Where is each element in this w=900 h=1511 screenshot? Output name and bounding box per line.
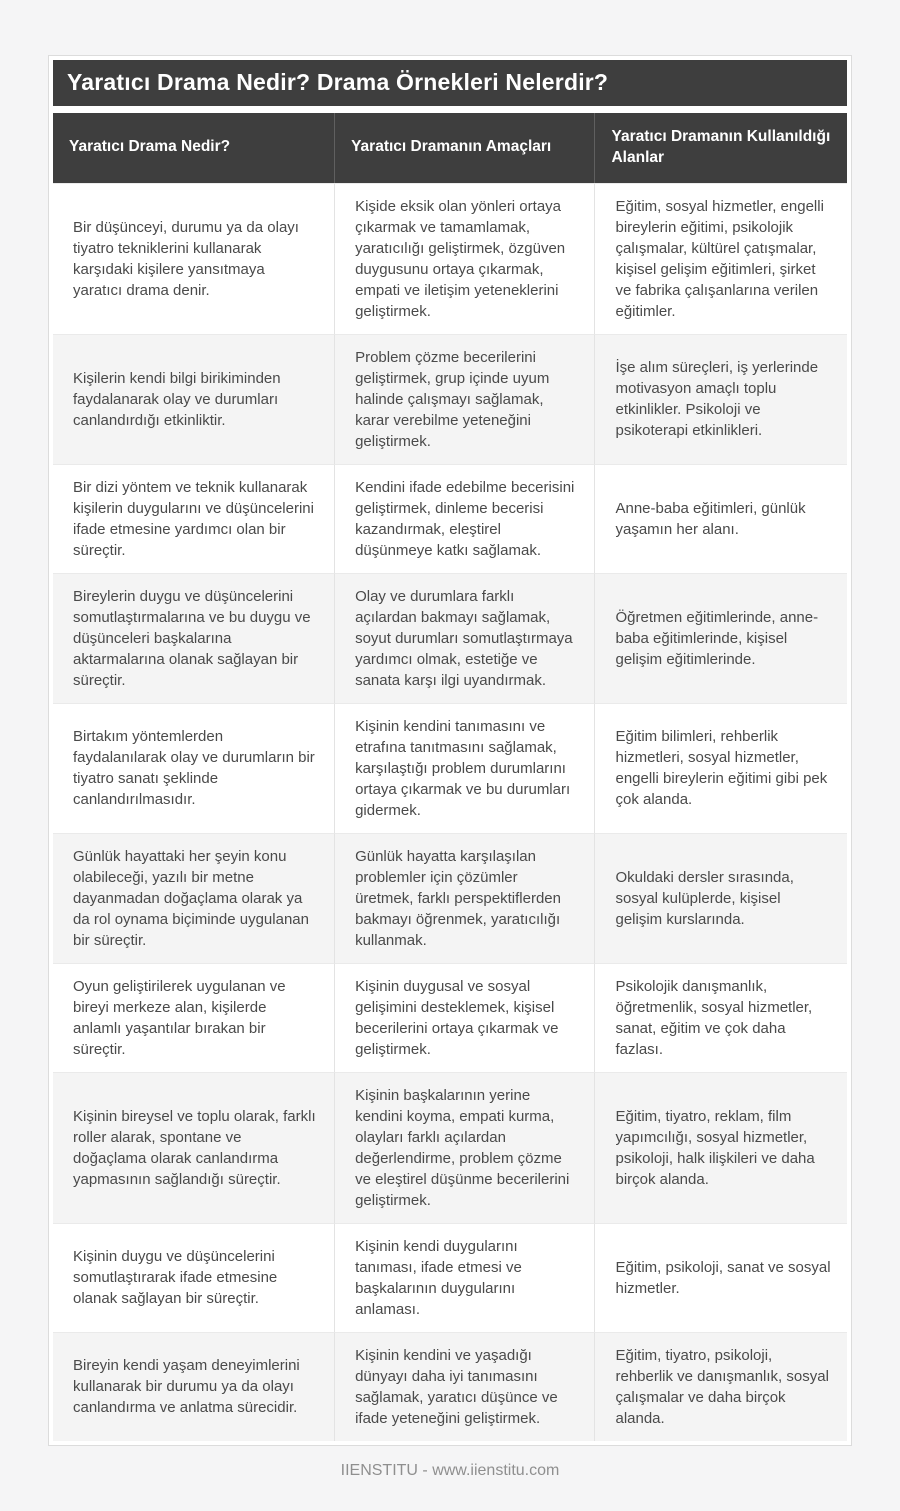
table-row [53,1072,847,1223]
table-cell: Okuldaki dersler sırasında, sosyal kulüplerde, kişisel gelişim kurslarında. [594,833,847,963]
footer-credit: IIENSTITU - www.iienstitu.com [340,1461,560,1479]
table-cell: Psikolojik danışmanlık, öğretmenlik, sosyal hizmetler, sanat, eğitim ve çok daha fazlası. [594,963,847,1072]
table-row [53,703,847,833]
table-cell: Bir düşünceyi, durumu ya da olayı tiyatro tekniklerini kullanarak karşıdaki kişilere yansıtmaya yaratıcı drama denir. [53,183,334,334]
table-cell: Problem çözme becerilerini geliştirmek, grup içinde uyum halinde çalışmayı sağlamak, karar verebilme yeteneğini geliştirmek. [334,334,594,464]
table-row [53,1223,847,1332]
table-cell: Birtakım yöntemlerden faydalanılarak olay ve durumların bir tiyatro sanatı şeklinde canlandırılmasıdır. [53,703,334,833]
table-cell: Bireyin kendi yaşam deneyimlerini kullanarak bir durumu ya da olayı canlandırma ve anlatma sürecidir. [53,1332,334,1441]
table-cell: Günlük hayatta karşılaşılan problemler için çözümler üretmek, farklı perspektiflerden bakmayı öğrenmek, yaratıcılığı kullanmak. [334,833,594,963]
table-cell: Olay ve durumlara farklı açılardan bakmayı sağlamak, soyut durumları somutlaştırmaya yardımcı olmak, estetiğe ve sanata karşı ilgi uyandırmak. [334,573,594,703]
table-cell: Kişinin duygu ve düşüncelerini somutlaştırarak ifade etmesine olanak sağlayan bir süreçtir. [53,1223,334,1332]
table-cell: Kişinin başkalarının yerine kendini koyma, empati kurma, olayları farklı açılardan değerlendirme, problem çözme ve eleştirel düşünme becerilerini geliştirmek. [334,1072,594,1223]
table-body [53,183,847,1441]
table-cell: Anne-baba eğitimleri, günlük yaşamın her alanı. [594,464,847,573]
content-card [48,55,852,1446]
table-cell: Kişinin bireysel ve toplu olarak, farklı roller alarak, spontane ve doğaçlama olarak canlandırma yapmasının sağlandığı süreçtir. [53,1072,334,1223]
table-cell: Kişinin kendi duygularını tanıması, ifade etmesi ve başkalarının duygularını anlaması. [334,1223,594,1332]
table-cell: Günlük hayattaki her şeyin konu olabileceği, yazılı bir metne dayanmadan doğaçlama olarak ya da rol oynama biçiminde uygulanan bir süreçtir. [53,833,334,963]
table-header-row [53,113,847,183]
table-cell: Eğitim, psikoloji, sanat ve sosyal hizmetler. [594,1223,847,1332]
table-cell: Bir dizi yöntem ve teknik kullanarak kişilerin duygularını ve düşüncelerini ifade etmesine yardımcı olan bir süreçtir. [53,464,334,573]
table-cell: Kişide eksik olan yönleri ortaya çıkarmak ve tamamlamak, yaratıcılığı geliştirmek, özgüven duygusunu ortaya çıkarmak, empati ve iletişim yeteneklerini geliştirmek. [334,183,594,334]
column-header: Yaratıcı Dramanın Amaçları [334,113,594,183]
table-cell: Eğitim bilimleri, rehberlik hizmetleri, sosyal hizmetler, engelli bireylerin eğitimi gibi pek çok alanda. [594,703,847,833]
table-cell: Bireylerin duygu ve düşüncelerini somutlaştırmalarına ve bu duygu ve düşünceleri başkalarına aktarmalarına olanak sağlayan bir süreçtir. [53,573,334,703]
page-title: Yaratıcı Drama Nedir? Drama Örnekleri Nelerdir? [53,60,847,106]
table-cell: Kendini ifade edebilme becerisini geliştirmek, dinleme becerisi kazandırmak, eleştirel düşünmeye katkı sağlamak. [334,464,594,573]
table-cell: Kişinin duygusal ve sosyal gelişimini desteklemek, kişisel becerilerini ortaya çıkarmak ve geliştirmek. [334,963,594,1072]
column-header: Yaratıcı Drama Nedir? [53,113,334,183]
table-cell: Eğitim, sosyal hizmetler, engelli bireylerin eğitimi, psikolojik çalışmalar, kültürel çatışmalar, kişisel gelişim eğitimleri, şirket ve fabrika çalışanlarına verilen eğitimler. [594,183,847,334]
table-cell: Kişinin kendini ve yaşadığı dünyayı daha iyi tanımasını sağlamak, yaratıcı düşünce ve ifade yeteneğini geliştirmek. [334,1332,594,1441]
table-cell: Kişilerin kendi bilgi birikiminden faydalanarak olay ve durumları canlandırdığı etkinliktir. [53,334,334,464]
table-row [53,334,847,464]
table-row [53,464,847,573]
table-row [53,963,847,1072]
column-header: Yaratıcı Dramanın Kullanıldığı Alanlar [594,113,847,183]
table-row [53,1332,847,1441]
table-row [53,573,847,703]
table-cell: Eğitim, tiyatro, psikoloji, rehberlik ve danışmanlık, sosyal çalışmalar ve daha birçok alanda. [594,1332,847,1441]
drama-table [53,113,847,1441]
table-cell: Kişinin kendini tanımasını ve etrafına tanıtmasını sağlamak, karşılaştığı problem durumlarını ortaya çıkarmak ve bu durumları gidermek. [334,703,594,833]
table-cell: Oyun geliştirilerek uygulanan ve bireyi merkeze alan, kişilerde anlamlı yaşantılar bırakan bir süreçtir. [53,963,334,1072]
table-row [53,833,847,963]
table-cell: Öğretmen eğitimlerinde, anne-baba eğitimlerinde, kişisel gelişim eğitimlerinde. [594,573,847,703]
table-cell: Eğitim, tiyatro, reklam, film yapımcılığı, sosyal hizmetler, psikoloji, halk ilişkileri ve daha birçok alanda. [594,1072,847,1223]
table-row [53,183,847,334]
table-cell: İşe alım süreçleri, iş yerlerinde motivasyon amaçlı toplu etkinlikler. Psikoloji ve psikoterapi etkinlikleri. [594,334,847,464]
